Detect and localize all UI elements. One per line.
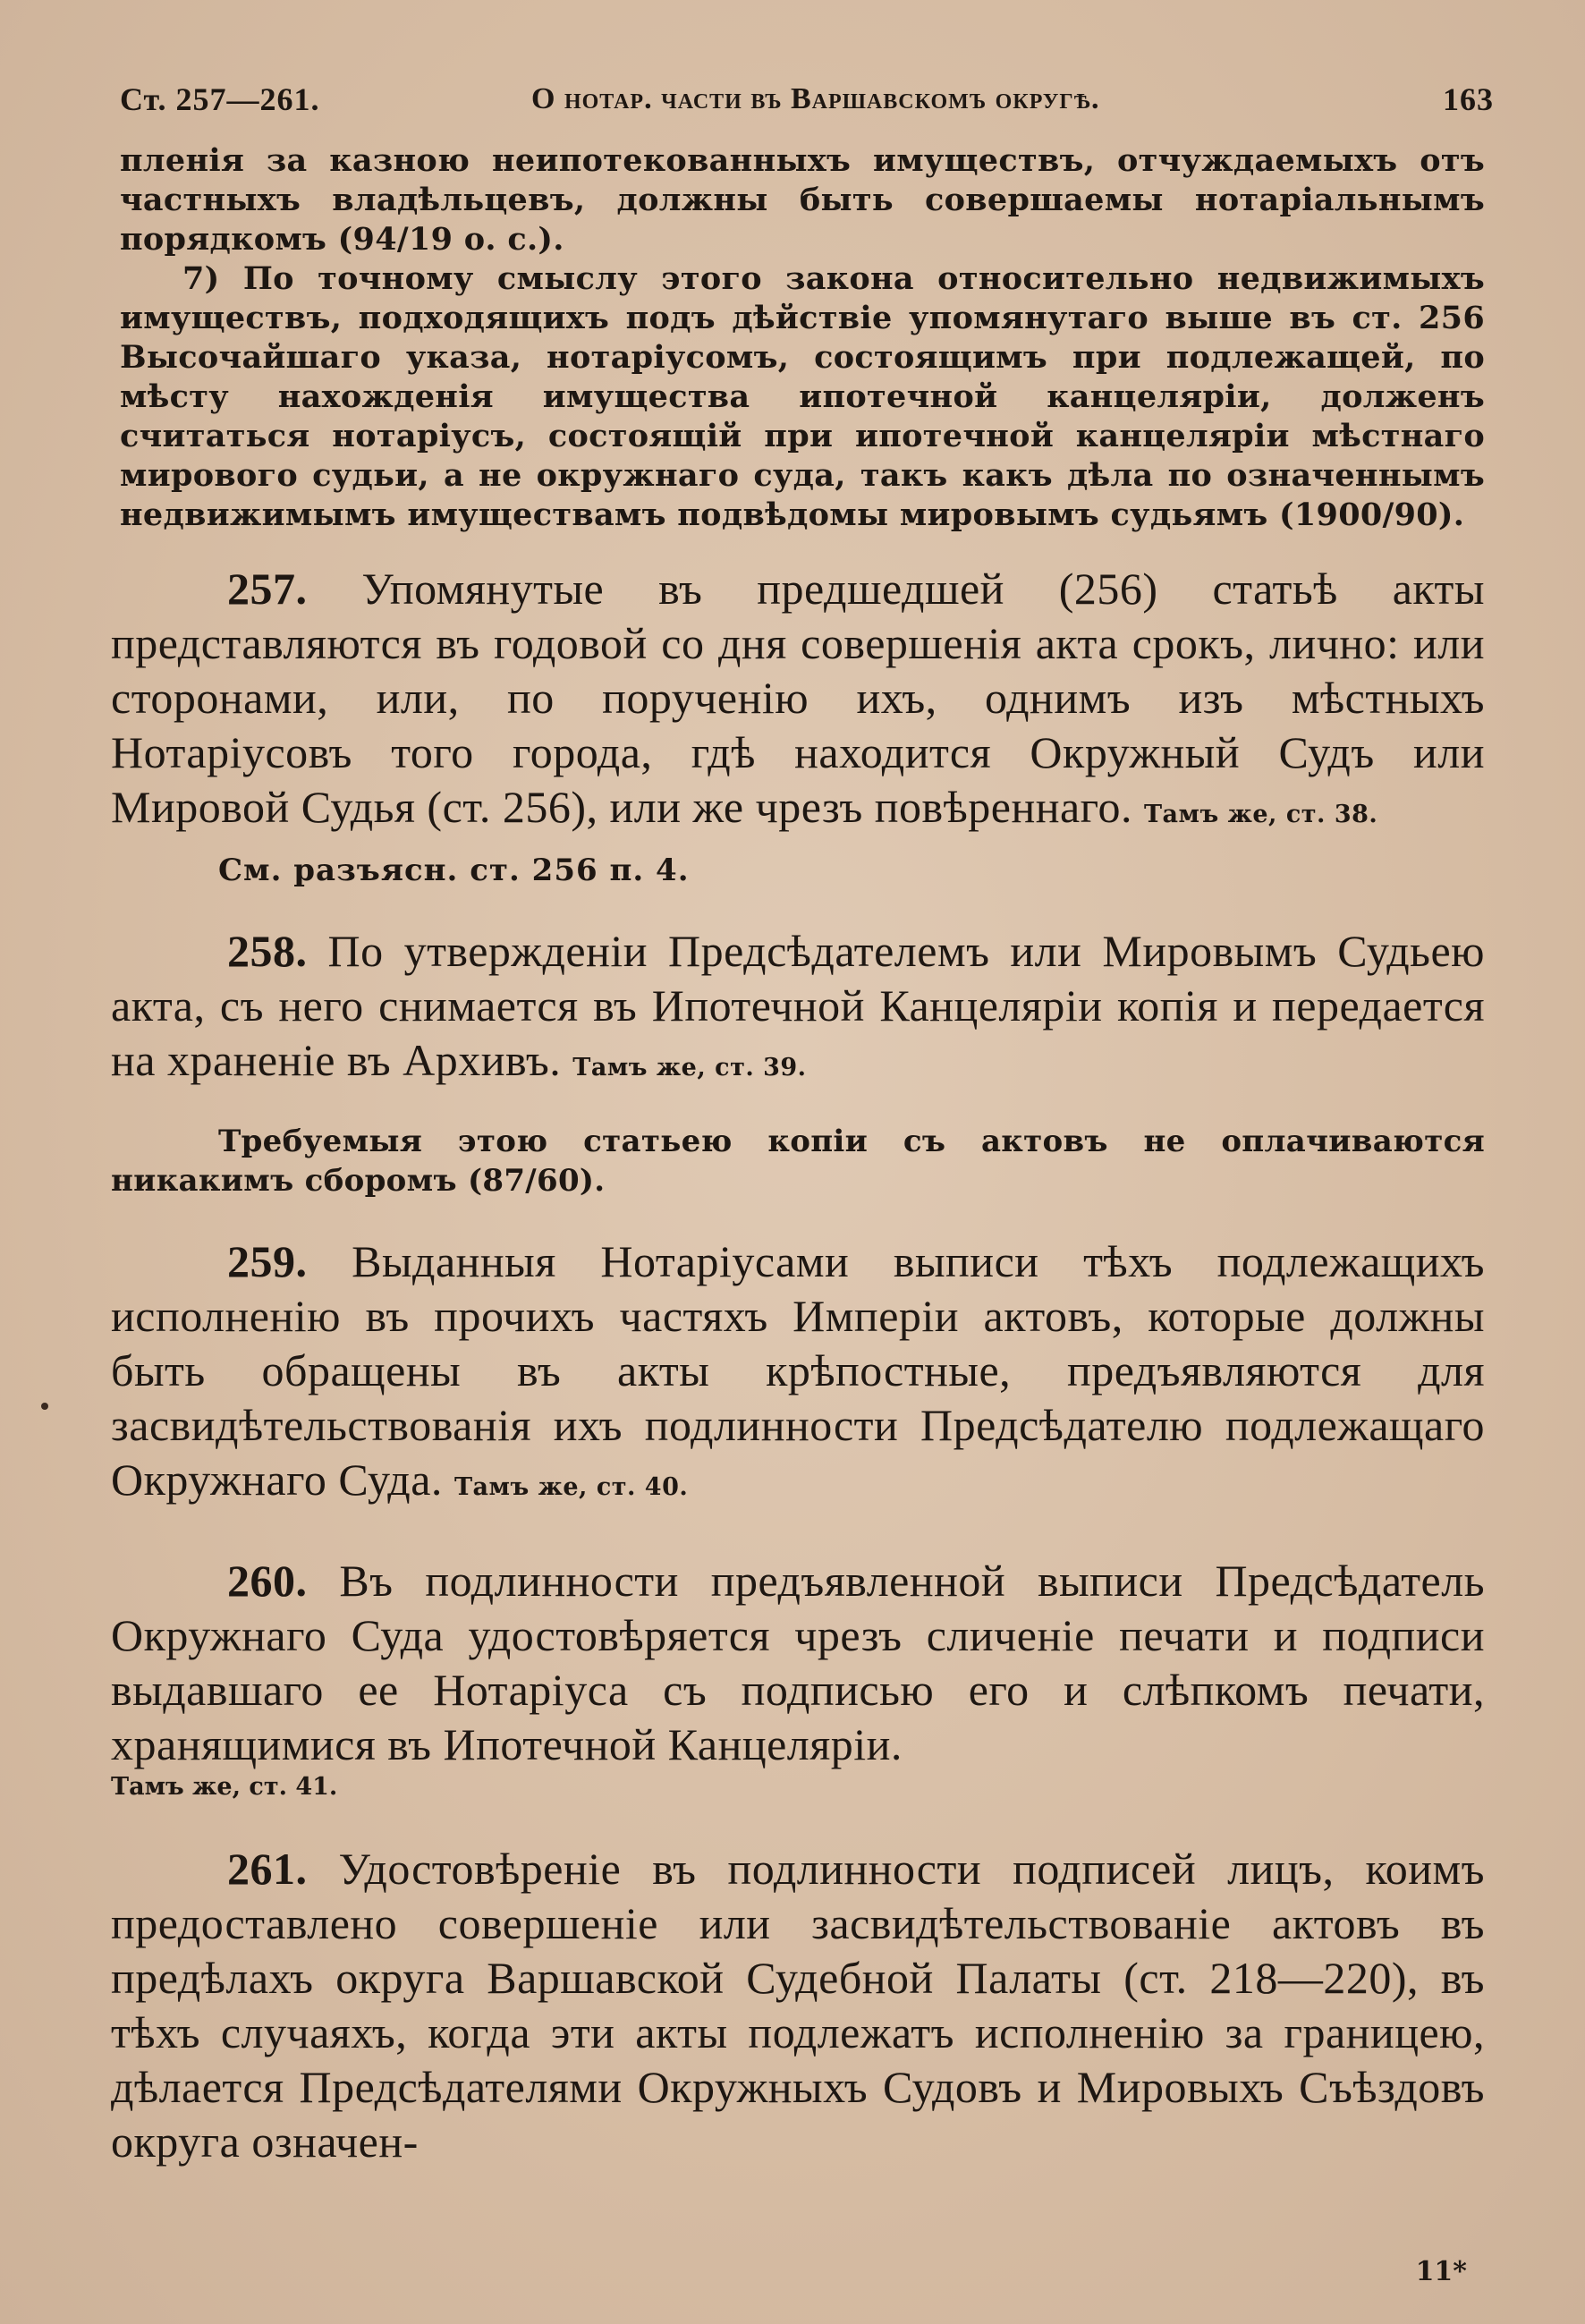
article-259: [98, 1234, 1485, 1514]
book-page: [98, 81, 1494, 2169]
article-text: Въ подлинности предъявленной выписи Предсѣдатель Окружнаго Суда удостовѣряется чрезъ сличеніе печати и подписи выдавшаго ее Нотаріуса съ подписью его и слѣпкомъ печати, хранящимися въ Ипотечной Канцеляріи.: [111, 1556, 1486, 1769]
running-header: [98, 81, 1494, 125]
article-number: 258.: [227, 926, 308, 976]
article-source: Тамъ же, ст. 38.: [1143, 801, 1378, 828]
article-number: 257.: [227, 564, 308, 614]
ink-speck: [41, 1403, 48, 1410]
article-source: Тамъ же, ст. 40.: [453, 1473, 689, 1501]
article-text: По утвержденіи Предсѣдателемъ или Мировымъ Судьею акта, съ него снимается въ Ипотечной Канцеляріи копія и передается на храненіе въ Архивъ.: [111, 926, 1485, 1085]
header-title: О нотар. части въ Варшавскомъ округѣ.: [531, 82, 1100, 115]
signature-mark: 11*: [1415, 2256, 1467, 2287]
article-text: Выданныя Нотаріусами выписи тѣхъ подлежащихъ исполненію въ прочихъ частяхъ Имперіи актовъ, которые должны быть обращены въ акты крѣпостные, предъявляются для засвидѣтельствованія ихъ подлинности Предсѣдателю подлежащаго Окружнаго Суда.: [111, 1236, 1485, 1505]
article-text: Упомянутые въ предшедшей (256) статьѣ акты представляются въ годовой со дня совершенія акта срокъ, лично: или сторонами, или, по порученію ихъ, однимъ изъ мѣстныхъ Нотаріусовъ того города, гдѣ находится Окружный Судъ или Мировой Судья (ст. 256), или же чрезъ повѣреннаго.: [111, 564, 1485, 832]
intro-paragraph-continued: пленія за казною неипотекованныхъ имуществъ, отчуждаемыхъ отъ частныхъ владѣльцевъ, должны быть совершаемы нотаріальнымъ порядкомъ (94/19 о. с.).: [120, 142, 1485, 258]
article-261: [98, 1842, 1485, 2169]
article-258: [98, 924, 1485, 1095]
article-258-note: Требуемыя этою статьею копіи съ актовъ не оплачиваются никакимъ сборомъ (87/60).: [111, 1124, 1485, 1199]
article-number: 260.: [227, 1556, 308, 1606]
header-article-range: Ст. 257—261.: [120, 81, 320, 117]
article-number: 261.: [227, 1844, 308, 1894]
article-257: [98, 562, 1485, 842]
article-source: Тамъ же, ст. 41.: [111, 1773, 338, 1801]
intro-paragraph-7: 7) По точному смыслу этого закона относительно недвижимыхъ имуществъ, подходящихъ подъ дѣйствіе упомянутаго выше въ ст. 256 Высочайшаго указа, нотаріусомъ, состоящимъ при подлежащей, по мѣсту нахожденія имущества ипотечной канцеляріи, долженъ считаться нотаріусъ, состоящій при ипотечной канцеляріи мѣстнаго мирового судьи, а не окружнаго суда, такъ какъ дѣла по означеннымъ недвижимымъ имуществамъ подвѣдомы мировымъ судьямъ (1900/90).: [120, 260, 1485, 533]
article-number: 259.: [227, 1236, 308, 1286]
article-257-note: См. разъясн. ст. 256 п. 4.: [218, 852, 690, 888]
page-number: 163: [1443, 81, 1494, 117]
article-260: [98, 1554, 1485, 1772]
article-text: Удостовѣреніе въ подлинности подписей лицъ, коимъ предоставлено совершеніе или засвидѣтельствованіе актовъ въ предѣлахъ округа Варшавской Судебной Палаты (ст. 218—220), въ тѣхъ случаяхъ, когда эти акты подлежатъ исполненію за границею, дѣлается Предсѣдателями Окружныхъ Судовъ и Мировыхъ Съѣздовъ округа означен-: [111, 1844, 1485, 2167]
article-source: Тамъ же, ст. 39.: [572, 1054, 807, 1081]
